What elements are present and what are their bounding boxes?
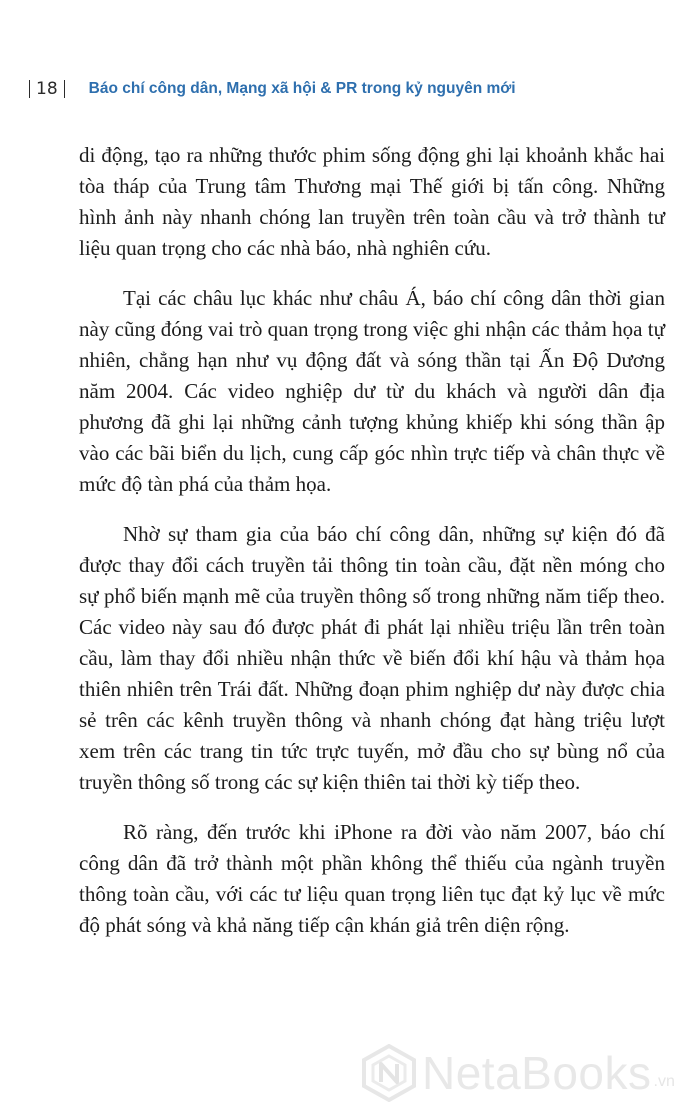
running-title: Báo chí công dân, Mạng xã hội & PR trong kỷ nguyên mới [88, 80, 516, 97]
body-text [79, 140, 665, 960]
watermark-suffix: .vn [653, 1073, 675, 1090]
watermark [362, 1043, 692, 1103]
watermark-brand: NetaBooks [422, 1047, 652, 1099]
paragraph: Nhờ sự tham gia của báo chí công dân, những sự kiện đó đã được thay đổi cách truyền tải thông tin toàn cầu, đặt nền móng cho sự phổ biến mạnh mẽ của truyền thông số trong những năm tiếp theo. Các video này sau đó được phát đi phát lại nhiều triệu lần trên toàn cầu, làm thay đổi nhiều nhận thức về biến đổi khí hậu và thảm họa thiên nhiên trên Trái đất. Những đoạn phim nghiệp dư này được chia sẻ trên các kênh truyền thông và nhanh chóng đạt hàng triệu lượt xem trên các trang tin tức trực tuyến, mở đầu cho sự bùng nổ của truyền thông số trong các sự kiện thiên tai thời kỳ tiếp theo. [79, 522, 665, 794]
paragraph: Tại các châu lục khác như châu Á, báo chí công dân thời gian này cũng đóng vai trò quan trọng trong việc ghi nhận các thảm họa tự nhiên, chẳng hạn như vụ động đất và sóng thần tại Ấn Độ Dương năm 2004. Các video nghiệp dư từ du khách và người dân địa phương đã ghi lại những cảnh tượng khủng khiếp khi sóng thần ập vào các bãi biển du lịch, cung cấp góc nhìn trực tiếp và chân thực về mức độ tàn phá của thảm họa. [79, 286, 665, 496]
page-number: 18 [29, 80, 65, 98]
paragraph: Rõ ràng, đến trước khi iPhone ra đời vào năm 2007, báo chí công dân đã trở thành một phần không thể thiếu của ngành truyền thông toàn cầu, với các tư liệu quan trọng liên tục đạt kỷ lục về mức độ phát sóng và khả năng tiếp cận khán giả trên diện rộng. [79, 820, 665, 937]
page-header [29, 74, 516, 104]
netabooks-logo-icon [362, 1044, 416, 1102]
paragraph: di động, tạo ra những thước phim sống động ghi lại khoảnh khắc hai tòa tháp của Trung tâm Thương mại Thế giới bị tấn công. Những hình ảnh này nhanh chóng lan truyền trên toàn cầu và trở thành tư liệu quan trọng cho các nhà báo, nhà nghiên cứu. [79, 143, 665, 260]
